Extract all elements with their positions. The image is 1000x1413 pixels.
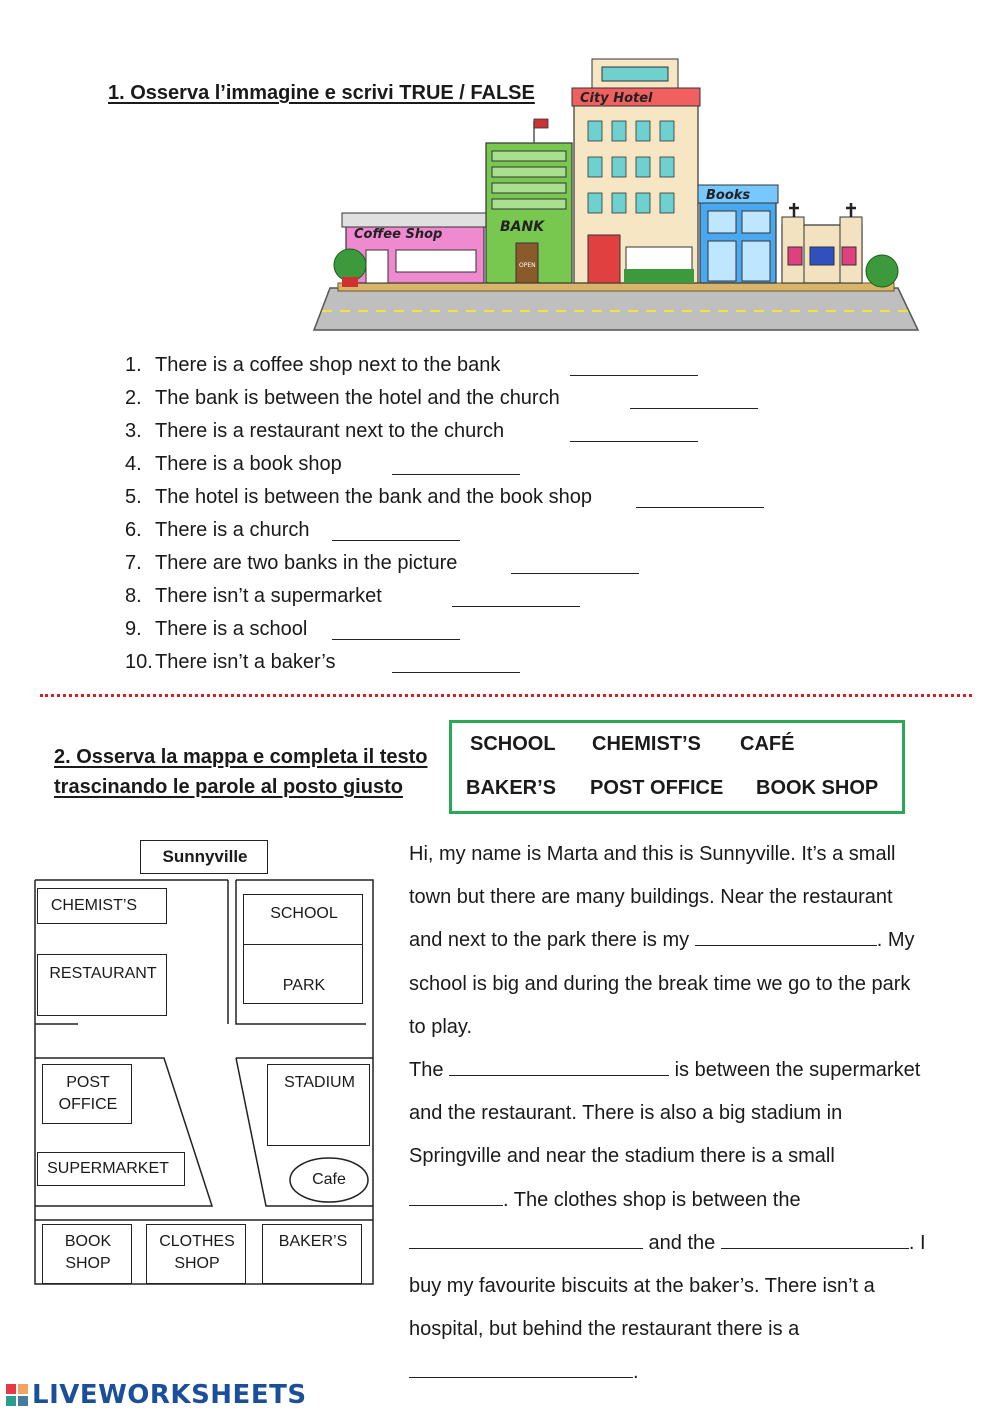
question-text: There isn’t a baker’s — [155, 651, 336, 673]
bank-building — [486, 119, 572, 283]
question-number: 1. — [125, 354, 142, 376]
story-line — [409, 1049, 969, 1092]
liveworksheets-logo[interactable]: LIVEWORKSHEETS — [32, 1380, 307, 1410]
question-item — [125, 647, 805, 680]
map-label-stadium: STADIUM — [284, 1074, 355, 1091]
question-text: There are two banks in the picture — [155, 552, 458, 574]
question-text: There is a book shop — [155, 453, 342, 475]
answer-blank[interactable] — [332, 540, 460, 541]
bank-door-sign: OPEN — [519, 262, 536, 269]
true-false-questions — [125, 350, 805, 680]
map-label-chemists: CHEMIST’S — [50, 897, 138, 914]
story-line: Hi, my name is Marta and this is Sunnyville. It’s a small — [409, 843, 896, 865]
question-number: 10. — [125, 651, 153, 673]
map-label-clothes-shop: CLOTHES SHOP — [159, 1233, 235, 1272]
answer-blank[interactable] — [636, 507, 764, 508]
answer-blank[interactable] — [392, 474, 520, 475]
story-line: hospital, but behind the restaurant there is a — [409, 1318, 800, 1341]
blank-1[interactable] — [695, 927, 877, 946]
story-fragment: and the — [643, 1231, 721, 1254]
question-item — [125, 449, 805, 482]
question-item — [125, 548, 805, 581]
sunnyville-map — [30, 836, 380, 1286]
question-number: 4. — [125, 453, 142, 475]
map-label-school: SCHOOL — [270, 905, 338, 922]
story-line: to play. — [409, 1015, 472, 1038]
map-title: Sunnyville — [162, 847, 248, 866]
story-line — [409, 1222, 969, 1265]
section1-heading: 1. Osserva l’immagine e scrivi TRUE / FALSE — [108, 82, 535, 104]
story-fragment: . — [633, 1361, 639, 1384]
story-fragment: . I — [908, 1231, 926, 1254]
map-label-book-shop: BOOK SHOP — [64, 1233, 112, 1272]
question-item — [125, 350, 805, 383]
cross-right-icon — [846, 203, 856, 217]
blank-6[interactable] — [409, 1359, 633, 1378]
question-text: There is a coffee shop next to the bank — [155, 354, 501, 376]
question-text: The bank is between the hotel and the church — [155, 387, 560, 409]
bank-sign: BANK — [500, 219, 545, 235]
story-fragment: . My — [876, 929, 915, 952]
story-text — [409, 833, 969, 1395]
map-title-box — [140, 840, 268, 874]
word-chip-book-shop[interactable]: BOOK SHOP — [756, 777, 879, 799]
question-number: 3. — [125, 420, 142, 442]
blank-4[interactable] — [409, 1230, 643, 1249]
story-line — [409, 1351, 969, 1394]
story-line: buy my favourite biscuits at the baker’s. There isn’t a — [409, 1275, 875, 1298]
question-text: There is a restaurant next to the church — [155, 420, 505, 442]
church-building — [782, 203, 862, 283]
story-line: school is big and during the break time we go to the park — [409, 972, 911, 995]
tree-right-icon — [866, 255, 898, 287]
map-supermarket — [37, 1152, 185, 1186]
question-number: 5. — [125, 486, 142, 508]
books-sign: Books — [706, 188, 751, 203]
story-line: town but there are many buildings. Near the restaurant — [409, 886, 893, 909]
story-fragment: is between the supermarket — [669, 1059, 921, 1082]
hotel-building — [572, 59, 700, 283]
word-chip-school[interactable]: SCHOOL — [470, 733, 556, 755]
map-label-park: PARK — [282, 977, 326, 994]
question-text: There is a school — [155, 618, 308, 640]
section2-heading-line2: trascinando le parole al posto giusto — [54, 776, 403, 798]
word-chip-chemists[interactable]: CHEMIST’S — [592, 733, 701, 755]
question-number: 2. — [125, 387, 142, 409]
question-text: There isn’t a supermarket — [155, 585, 382, 607]
map-chemists — [37, 888, 167, 924]
story-line: and the restaurant. There is also a big stadium in — [409, 1102, 843, 1125]
answer-blank[interactable] — [570, 375, 698, 376]
blank-2[interactable] — [449, 1057, 669, 1076]
story-line — [409, 1179, 969, 1222]
answer-blank[interactable] — [452, 606, 580, 607]
question-number: 7. — [125, 552, 142, 574]
map-bakers — [262, 1224, 362, 1284]
word-chip-bakers[interactable]: BAKER’S — [466, 777, 557, 799]
answer-blank[interactable] — [630, 408, 758, 409]
answer-blank[interactable] — [392, 672, 520, 673]
word-bank — [449, 720, 905, 814]
map-post-office — [42, 1064, 132, 1124]
question-item — [125, 581, 805, 614]
coffee-shop-sign: Coffee Shop — [354, 227, 443, 242]
story-fragment: and next to the park there is my — [409, 929, 695, 952]
question-item — [125, 482, 805, 515]
question-item — [125, 416, 805, 449]
question-item — [125, 515, 805, 548]
map-school — [243, 894, 363, 946]
map-park — [243, 944, 363, 1004]
word-chip-post-office[interactable]: POST OFFICE — [590, 777, 724, 799]
question-text: The hotel is between the bank and the book shop — [155, 486, 592, 508]
question-number: 6. — [125, 519, 142, 541]
answer-blank[interactable] — [570, 441, 698, 442]
book-shop-building — [698, 185, 778, 283]
map-label-bakers: BAKER’S — [278, 1233, 348, 1250]
blank-3[interactable] — [409, 1187, 503, 1206]
story-line — [409, 919, 969, 962]
question-number: 8. — [125, 585, 142, 607]
story-fragment: . The clothes shop is between the — [503, 1188, 801, 1211]
map-book-shop — [42, 1224, 132, 1284]
question-item — [125, 614, 805, 647]
story-fragment: The — [409, 1059, 450, 1082]
question-item — [125, 383, 805, 416]
map-stadium — [267, 1064, 370, 1146]
city-hotel-sign: City Hotel — [580, 91, 653, 106]
map-restaurant — [37, 954, 167, 1016]
flag-icon — [534, 119, 548, 128]
blank-5[interactable] — [721, 1230, 909, 1249]
town-illustration — [310, 55, 922, 335]
map-label-cafe: Cafe — [312, 1171, 346, 1188]
map-label-restaurant: RESTAURANT — [49, 965, 157, 982]
answer-blank[interactable] — [332, 639, 460, 640]
cross-left-icon — [789, 203, 799, 217]
map-label-supermarket: SUPERMARKET — [47, 1160, 169, 1177]
map-label-post-office: POST OFFICE — [58, 1074, 118, 1113]
question-number: 9. — [125, 618, 142, 640]
word-chip-cafe[interactable]: CAFÉ — [740, 733, 795, 755]
answer-blank[interactable] — [511, 573, 639, 574]
map-clothes-shop — [146, 1224, 246, 1284]
liveworksheets-logo-icon — [6, 1384, 28, 1406]
question-text: There is a church — [155, 519, 310, 541]
road — [314, 288, 918, 330]
section2-heading-line1: 2. Osserva la mappa e completa il testo — [54, 746, 428, 768]
story-line: Springville and near the stadium there is a small — [409, 1145, 835, 1168]
section-divider — [40, 694, 972, 697]
